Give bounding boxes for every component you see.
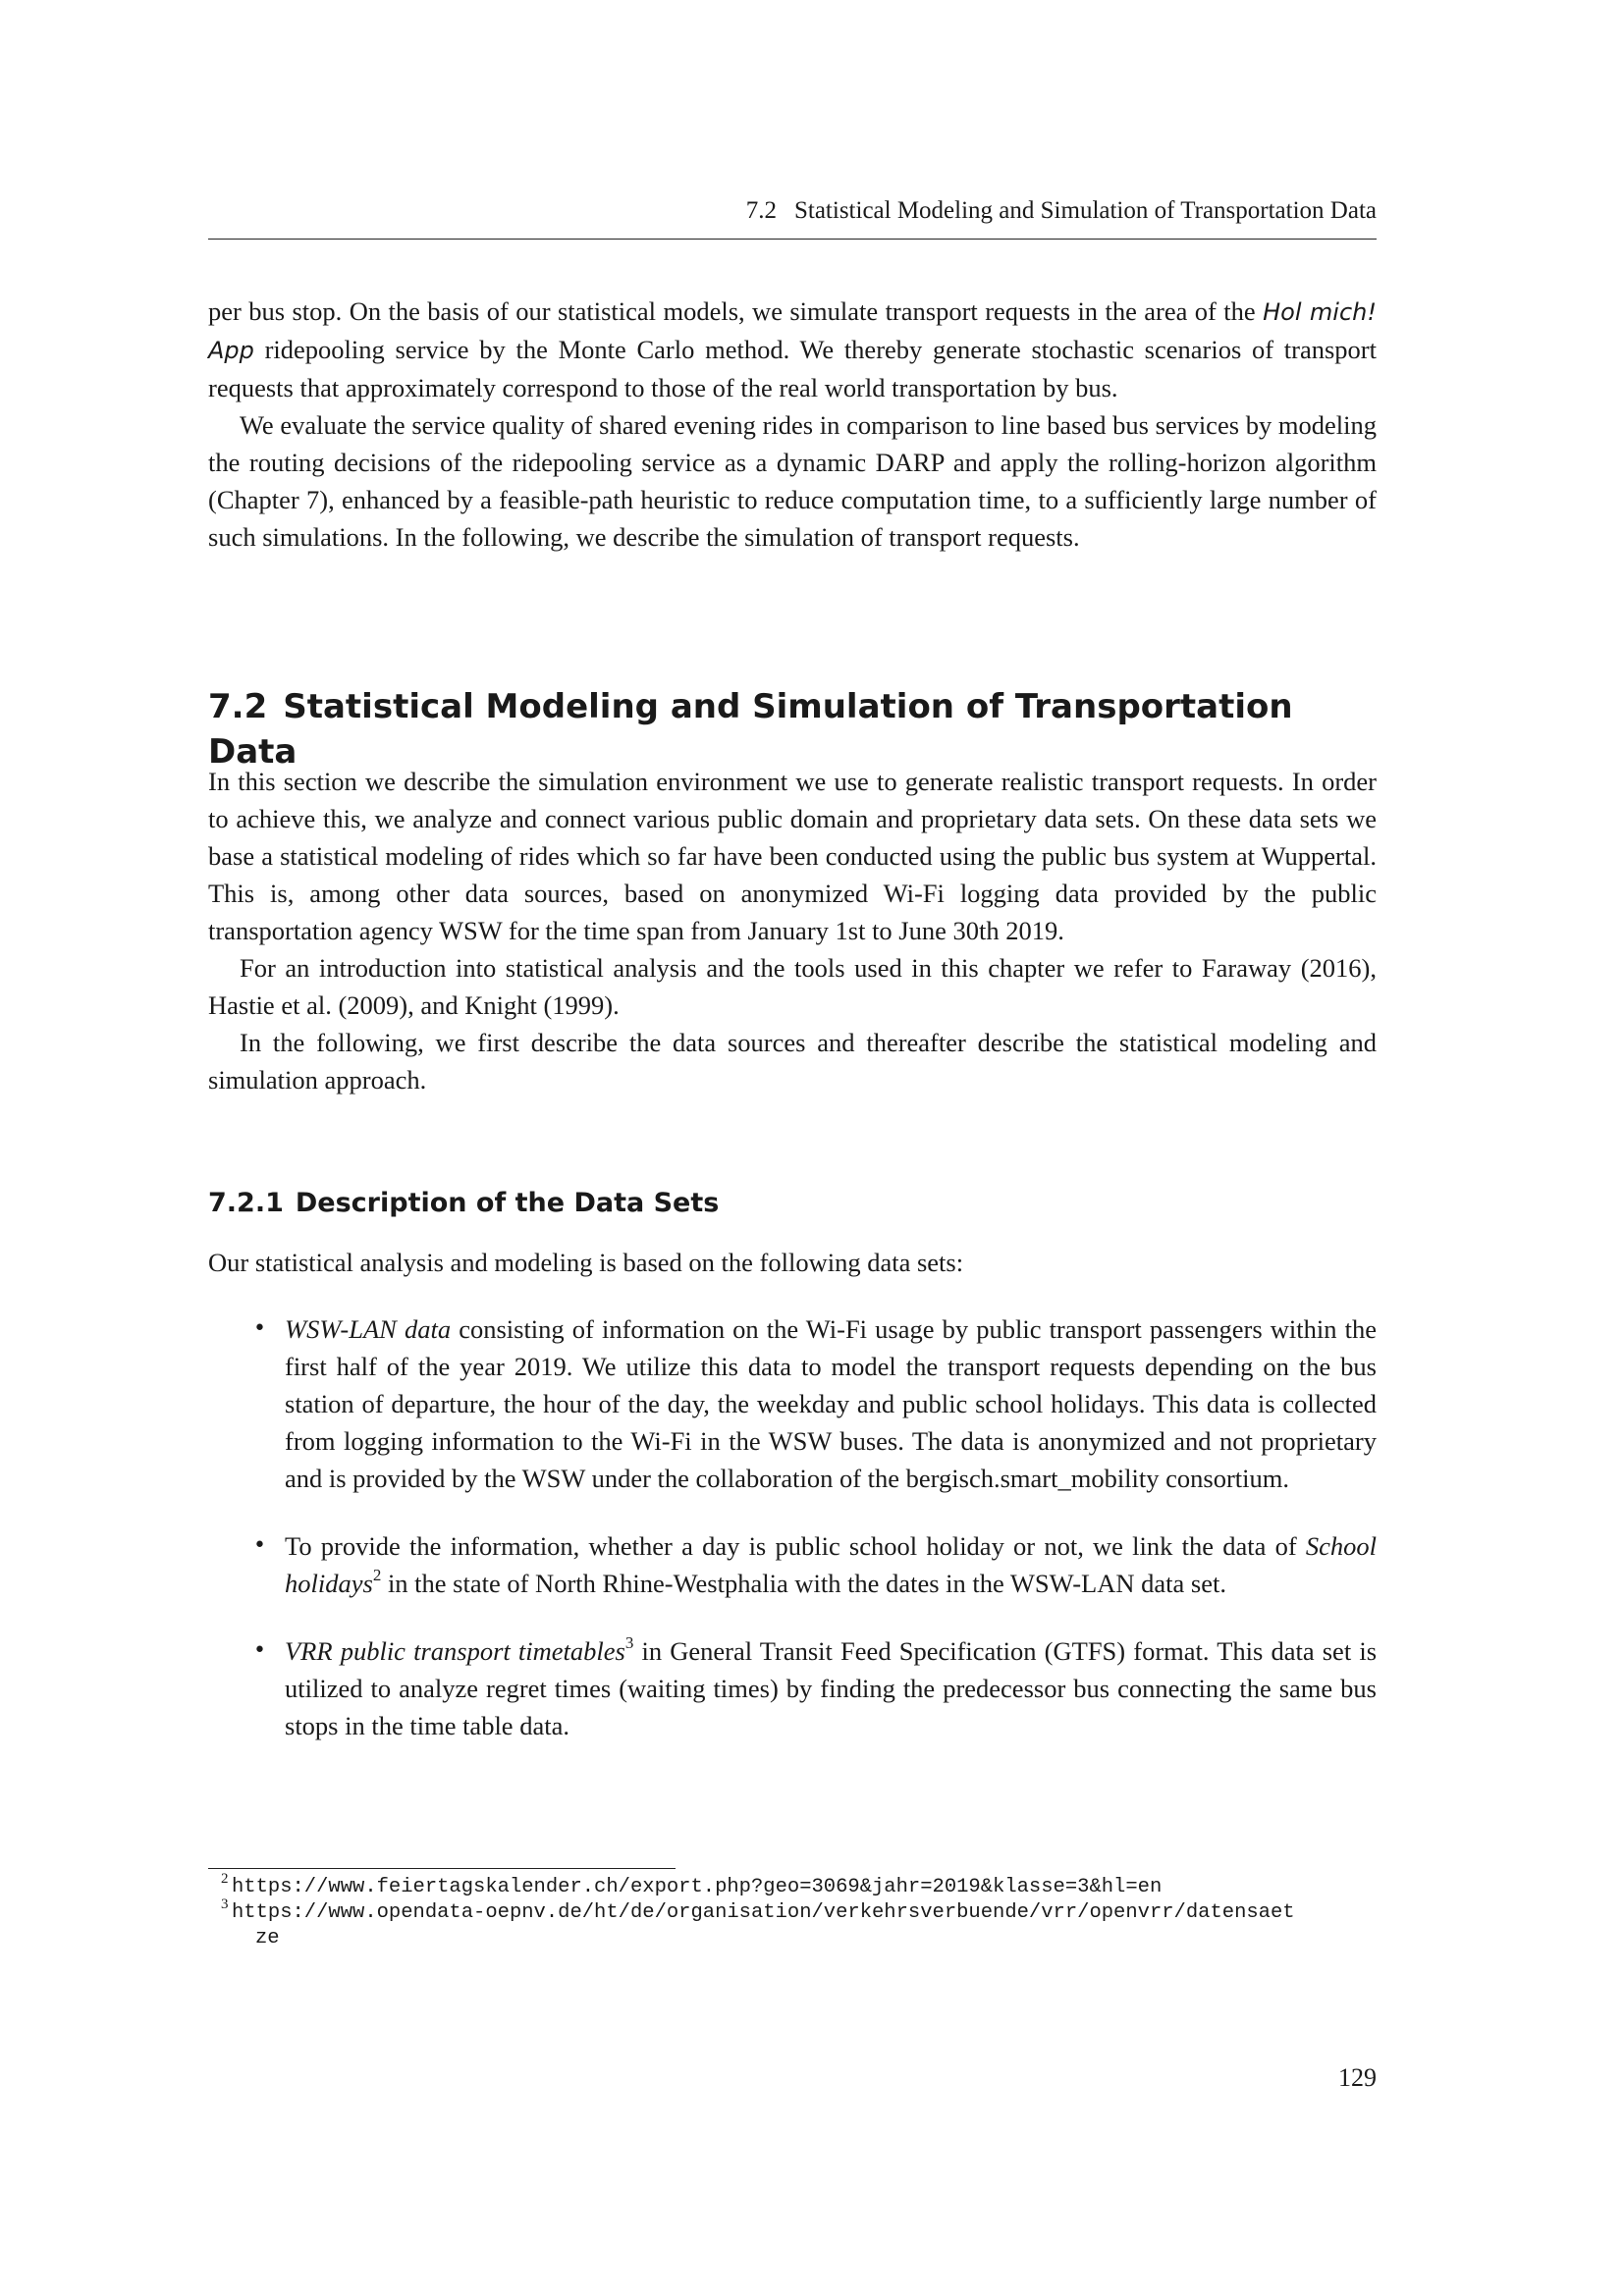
- subsection-title: Description of the Data Sets: [295, 1188, 720, 1218]
- footnote-rule: [208, 1868, 676, 1869]
- subsection-number: 7.2.1: [208, 1188, 284, 1218]
- intro-paragraph-1: [208, 293, 1377, 406]
- section-title: Statistical Modeling and Simulation of Transportation Data: [208, 687, 1293, 772]
- footnote-3: 3 https://www.opendata-oepnv.de/ht/de/organisation/verkehrsverbuende/vrr/openvrr/datensaet ze: [208, 1900, 1377, 1951]
- section-heading: [208, 684, 1377, 774]
- section-body: [208, 763, 1377, 1098]
- bullet-icon: •: [253, 1533, 266, 1558]
- header-rule: [208, 239, 1377, 240]
- footnotes: [208, 1871, 1377, 1951]
- running-header: [208, 196, 1377, 226]
- subsection-lead: Our statistical analysis and modeling is based on the following data sets:: [208, 1248, 964, 1277]
- list-item: [208, 1527, 1377, 1602]
- data-sets-list: [208, 1310, 1377, 1744]
- list-item-emphasis: VRR public transport timetables: [285, 1636, 625, 1666]
- footnote-url[interactable]: https://www.feiertagskalender.ch/export.php?geo=3069&jahr=2019&klasse=3&hl=en: [232, 1876, 1163, 1898]
- running-header-title: Statistical Modeling and Simulation of Transportation Data: [793, 197, 1377, 224]
- running-header-section-number: 7.2: [745, 197, 777, 224]
- section-paragraph-3: In the following, we first describe the data sources and thereafter describe the statistical modeling and simulation approach.: [208, 1028, 1377, 1095]
- intro-text-before-app: per bus stop. On the basis of our statistical models, we simulate transport requests in the area of the: [208, 296, 1264, 326]
- list-item-body: consisting of information on the Wi-Fi usage by public transport passengers within the first half of the year 2019. We utilize this data to model the transport requests depending on the bus station of departure, the hour of the day, the weekday and public school holidays. This data is collected from logging information to the Wi-Fi in the WSW buses. The data is anonymized and not proprietary and is provided by the WSW under the collaboration of the bergisch.smart_mobility consortium.: [285, 1314, 1377, 1493]
- list-item-lead: To provide the information, whether a day is public school holiday or not, we link the data of: [285, 1531, 1306, 1561]
- bullet-icon: •: [253, 1638, 266, 1663]
- footnote-ref-3[interactable]: 3: [624, 1633, 634, 1653]
- list-item-body: in the state of North Rhine-Westphalia with the dates in the WSW-LAN data set.: [381, 1569, 1226, 1598]
- list-item: [208, 1310, 1377, 1497]
- subsection-body: [208, 1244, 1377, 1775]
- list-item-text: [285, 1527, 1377, 1602]
- intro-text-after-app: ridepooling service by the Monte Carlo method. We thereby generate stochastic scenarios of transport requests that approximately correspond to those of the real world transportation by bus.: [208, 335, 1377, 402]
- intro-block: [208, 293, 1377, 556]
- page-number: 129: [1338, 2063, 1377, 2092]
- list-item-emphasis: School holidays: [285, 1531, 1377, 1598]
- list-item-text: [285, 1310, 1377, 1497]
- footnote-2: 2 https://www.feiertagskalender.ch/export.php?geo=3069&jahr=2019&klasse=3&hl=en: [221, 1871, 1163, 1898]
- footnote-url-continued[interactable]: ze: [255, 1927, 280, 1949]
- footnote-url[interactable]: https://www.opendata-oepnv.de/ht/de/organisation/verkehrsverbuende/vrr/openvrr/datensaet: [232, 1901, 1295, 1924]
- section-paragraph-2: For an introduction into statistical analysis and the tools used in this chapter we refer to Faraway (2016), Hastie et al. (2009), and Knight (1999).: [208, 953, 1377, 1020]
- footnote-ref-2[interactable]: 2: [372, 1566, 382, 1585]
- list-item-body: in General Transit Feed Specification (GTFS) format. This data set is utilized to analyze regret times (waiting times) by finding the predecessor bus connecting the same bus stops in the time table data.: [285, 1636, 1378, 1740]
- app-name: Hol mich! App: [208, 298, 1377, 364]
- subsection-heading: [208, 1186, 1377, 1221]
- section-paragraph-1: In this section we describe the simulation environment we use to generate realistic transport requests. In order to achieve this, we analyze and connect various public domain and proprietary data sets. On these data sets we base a statistical modeling of rides which so far have been conducted using the public bus system at Wuppertal. This is, among other data sources, based on anonymized Wi-Fi logging data provided by the public transportation agency WSW for the time span from January 1st to June 30th 2019.: [208, 767, 1377, 945]
- intro-paragraph-2: We evaluate the service quality of shared evening rides in comparison to line based bus services by modeling the routing decisions of the ridepooling service as a dynamic DARP and apply the rolling-horizon algorithm (Chapter 7), enhanced by a feasible-path heuristic to reduce computation time, to a sufficiently large number of such simulations. In the following, we describe the simulation of transport requests.: [208, 410, 1377, 552]
- list-item-text: [285, 1632, 1377, 1744]
- list-item-emphasis: WSW-LAN data: [285, 1314, 452, 1344]
- document-page: [208, 0, 1377, 2296]
- section-number: 7.2: [208, 687, 268, 726]
- list-item: [208, 1632, 1377, 1744]
- bullet-icon: •: [253, 1316, 266, 1341]
